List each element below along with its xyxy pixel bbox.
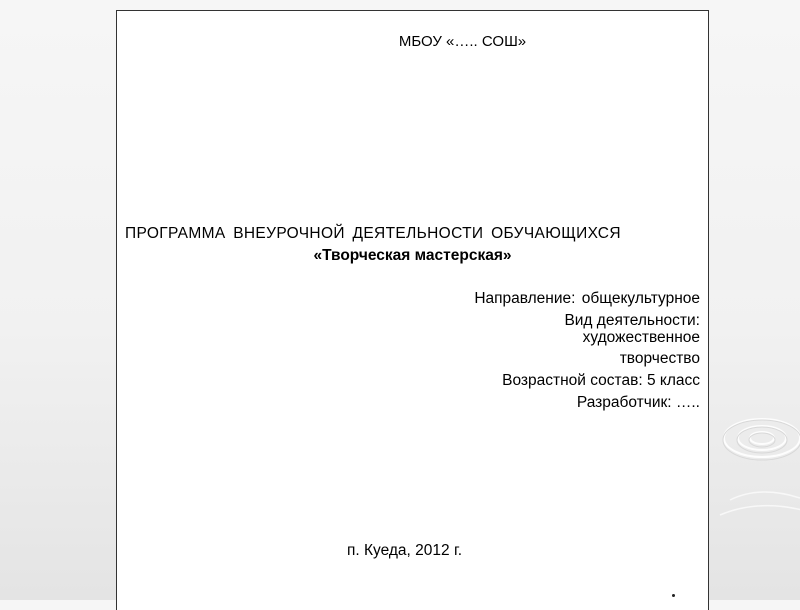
- program-name: «Творческая мастерская»: [313, 247, 512, 264]
- direction-line: Направление: общекультурное: [474, 290, 700, 307]
- dot-mark: [672, 594, 675, 597]
- school-name: МБОУ «….. СОШ»: [398, 33, 527, 50]
- document-page: [116, 10, 709, 610]
- place-year: п. Куеда, 2012 г.: [347, 542, 463, 559]
- developer-line: Разработчик: …..: [576, 394, 700, 411]
- activity-line-2: художественное: [582, 329, 700, 346]
- activity-line-3: творчество: [619, 350, 700, 367]
- program-title: ПРОГРАММА ВНЕУРОЧНОЙ ДЕЯТЕЛЬНОСТИ ОБУЧАЮЩИХСЯ: [125, 225, 621, 242]
- age-group-line: Возрастной состав: 5 класс: [502, 372, 700, 389]
- activity-line-1: Вид деятельности:: [564, 312, 700, 329]
- ripple-decoration: [700, 380, 800, 530]
